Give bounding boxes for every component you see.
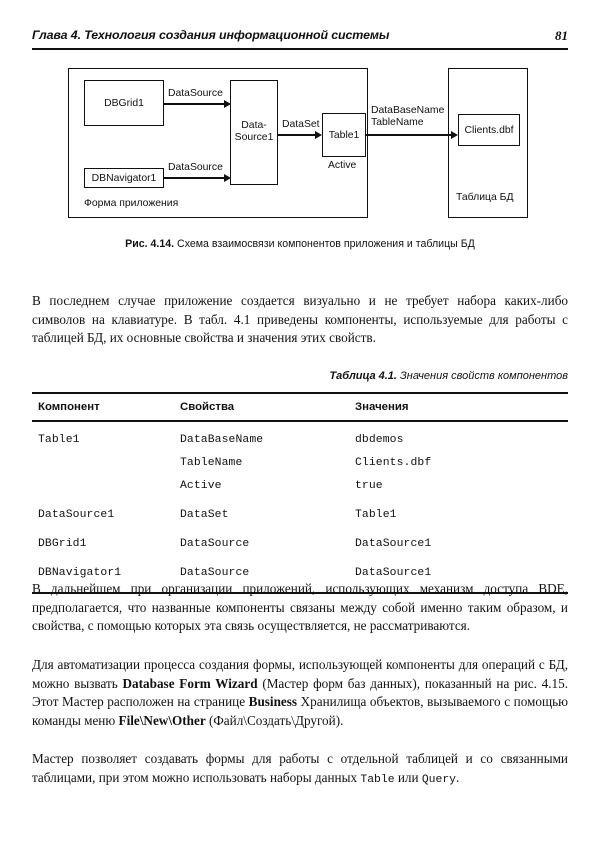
arrowhead-dbgrid-datasource-icon [224,100,231,108]
table-title-text: Значения свойств компонентов [400,370,568,382]
form-container-label: Форма приложения [84,198,179,209]
edge-dbnavigator-datasource [164,177,226,179]
table-row [32,429,568,452]
arrowhead-dbnavigator-datasource-icon [224,174,231,182]
table-title [32,370,568,382]
paragraph-wizard [32,656,568,730]
edge-label-datasource-bottom: DataSource [168,162,223,173]
paragraph-datasets-text-3: . [456,769,460,785]
cell-property: Active [180,480,222,493]
dbnavigator-label: DBNavigator1 [91,173,157,184]
cell-property: DataSource [180,567,250,580]
table-4-1 [32,392,568,594]
edge-label-tablename: TableName [371,117,424,128]
cell-value: true [355,480,383,493]
paragraph-datasets [32,750,568,789]
paragraph-intro: В последнем случае приложение создается визуально и не требует набора каких-либо символов на клавиатуре. В табл. 4.1 приведены компоненты, используемые для работы с таблицей БД, их основные свойства и значения этих свойств. [32,293,568,346]
term-file-new-other: File\New\Other [118,712,206,728]
dbgrid-box [84,80,164,126]
edge-datasource-table1 [278,134,318,136]
chapter-title: Глава 4. Технология создания информационной системы [32,28,390,42]
edge-label-datasource-top: DataSource [168,88,223,99]
cell-value: Clients.dbf [355,457,432,470]
clients-dbf-box [458,114,520,146]
paragraph-bde: В дальнейшем при организации приложений, использующих механизм доступа BDE, предполагается, что названные компоненты связаны между собой именно таким образом, и свойства, с помощью которых эта связь осуществляется, не рассматриваются. [32,581,568,634]
cell-component: DBGrid1 [38,538,87,551]
figure-4-14 [0,0,600,240]
arrowhead-datasource-table1-icon [315,131,322,139]
table-title-label: Таблица 4.1. [329,370,397,382]
cell-value: DataSource1 [355,538,432,551]
dbnavigator-box [84,168,164,188]
cell-property: TableName [180,457,243,470]
datasource-box [230,80,278,185]
cell-value: DataSource1 [355,567,432,580]
figure-caption-text: Схема взаимосвязи компонентов приложения и таблицы БД [177,238,475,250]
term-business: Business [248,694,298,710]
paragraph-wizard-text-3: Хранилища объектов, вызываемого с помощью команды меню [32,694,568,728]
edge-label-databasename: DataBaseName [371,105,445,116]
cell-component: Table1 [38,434,80,447]
edge-dbgrid-datasource [164,103,226,105]
active-label: Active [328,160,357,171]
table-header-row [32,394,568,420]
datasource-label-line2: Source1 [234,132,274,143]
table-body-top-spacer [32,422,568,429]
code-query: Query [421,773,457,786]
cell-property: DataBaseName [180,434,264,447]
table-header-value: Значения [355,401,409,414]
table-row [32,533,568,556]
edge-label-dataset: DataSet [282,119,320,130]
paragraph-wizard-text-4: (Файл\Создать\Другой). [205,712,344,728]
cell-component: DataSource1 [38,509,115,522]
cell-property: DataSet [180,509,229,522]
paragraph-wizard-text-1: Для автоматизации процесса создания формы, использующей компоненты для операций с БД, можно вызвать [32,657,568,691]
datasource-label-line1: Data- [241,120,267,131]
paragraph-datasets-text-2: или [394,769,422,785]
table1-label: Table1 [328,130,360,141]
table-header-property: Свойства [180,401,235,414]
db-table-container-label: Таблица БД [456,192,514,203]
cell-value: dbdemos [355,434,404,447]
paragraph-datasets-text-1: Мастер позволяет создавать формы для работы с отдельной таблицей и со связанными таблицами, при этом можно использовать наборы данных [32,751,568,785]
table-header-component: Компонент [38,401,100,414]
cell-value: Table1 [355,509,397,522]
arrowhead-table1-clients-icon [451,131,458,139]
clients-dbf-label: Clients.dbf [464,125,514,136]
code-table: Table [360,773,395,786]
term-database-form-wizard: Database Form Wizard [122,675,258,691]
table-row [32,475,568,498]
table-row [32,452,568,475]
cell-component: DBNavigator1 [38,567,122,580]
table1-box [322,113,366,157]
dbgrid-label: DBGrid1 [104,98,144,109]
figure-caption [32,238,568,250]
page-number: 81 [555,28,568,43]
cell-property: DataSource [180,538,250,551]
table-row [32,504,568,527]
paragraph-wizard-text-2: (Мастер форм баз данных), показанный на рис. 4.15. Этот Мастер расположен на странице [32,675,569,710]
figure-caption-label: Рис. 4.14. [125,238,175,250]
edge-table1-clients [366,134,454,136]
